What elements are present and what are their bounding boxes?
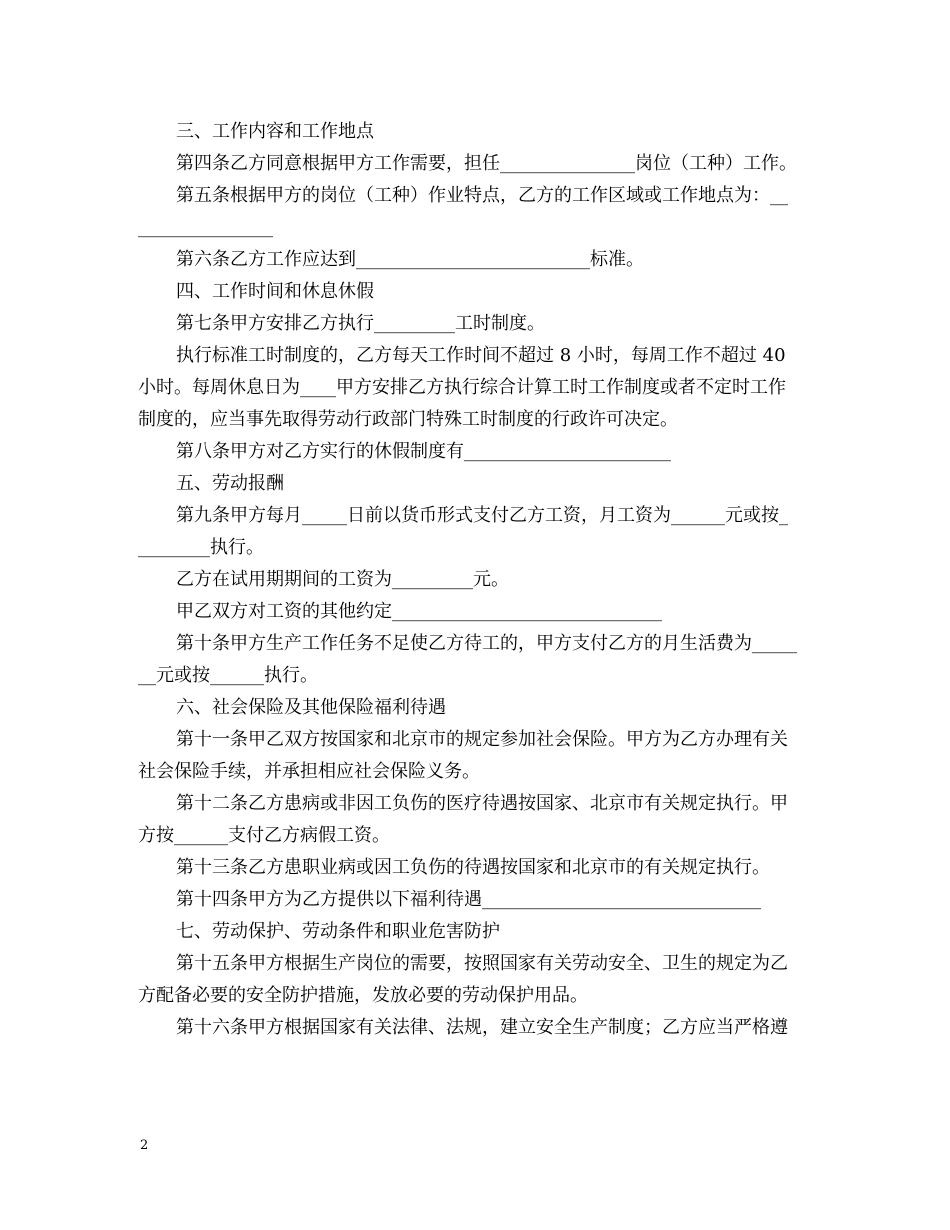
paragraph-p10 [138,500,814,564]
paragraph-line: 第十一条甲乙双方按国家和北京市的规定参加社会保险。甲方为乙方办理有关 [176,729,788,750]
paragraph-line: ________执行。 [138,537,264,558]
paragraph-p1 [138,116,814,148]
document-body [138,116,814,1044]
paragraph-p8 [138,436,814,468]
paragraph-p14 [138,692,814,724]
paragraph-p17 [138,852,814,884]
paragraph-line: 第十条甲方生产工作任务不足使乙方待工的，甲方支付乙方的月生活费为_____ [176,633,797,654]
paragraph-p19 [138,916,814,948]
paragraph-p16 [138,788,814,852]
paragraph-line: 第九条甲方每月_____日前以货币形式支付乙方工资，月工资为______元或按_ [176,505,788,526]
paragraph-p13 [138,628,814,692]
paragraph-p3 [138,180,814,244]
paragraph-line: 小时。每周休息日为____甲方安排乙方执行综合计算工时工作制度或者不定时工作 [138,377,786,398]
paragraph-line: 第六条乙方工作应达到__________________________标准。 [176,249,644,270]
paragraph-p21 [138,1012,814,1044]
paragraph-line: 甲乙双方对工资的其他约定______________________________ [176,601,662,622]
paragraph-line: 第十二条乙方患病或非因工负伤的医疗待遇按国家、北京市有关规定执行。甲 [176,793,788,814]
paragraph-line: __元或按______执行。 [138,665,318,686]
paragraph-p15 [138,724,814,788]
paragraph-line: 第五条根据甲方的岗位（工种）作业特点，乙方的工作区域或工作地点为：__ [176,185,788,206]
paragraph-line: 三、工作内容和工作地点 [176,121,374,142]
paragraph-line: 第十三条乙方患职业病或因工负伤的待遇按国家和北京市的有关规定执行。 [176,857,770,878]
paragraph-p6 [138,308,814,340]
paragraph-p11 [138,564,814,596]
paragraph-p5 [138,276,814,308]
paragraph-line: 六、社会保险及其他保险福利待遇 [176,697,446,718]
paragraph-p4 [138,244,814,276]
paragraph-p2 [138,148,814,180]
paragraph-line: 制度的，应当事先取得劳动行政部门特殊工时制度的行政许可决定。 [138,409,678,430]
paragraph-line: 四、工作时间和休息休假 [176,281,374,302]
paragraph-p20 [138,948,814,1012]
paragraph-p12 [138,596,814,628]
paragraph-line: 方按______支付乙方病假工资。 [138,825,390,846]
paragraph-line: 乙方在试用期期间的工资为_________元。 [176,569,509,590]
paragraph-line: 第七条甲方安排乙方执行_________工时制度。 [176,313,545,334]
page-number: 2 [140,1138,149,1153]
paragraph-line: 第八条甲方对乙方实行的休假制度有_______________________ [176,441,671,462]
paragraph-p18 [138,884,814,916]
paragraph-line: 社会保险手续，并承担相应社会保险义务。 [138,761,480,782]
paragraph-line: _______________ [138,217,273,238]
paragraph-line: 第十四条甲方为乙方提供以下福利待遇_______________________________ [176,889,761,910]
paragraph-line: 第四条乙方同意根据甲方工作需要，担任_______________岗位（工种）工作。 [176,153,797,174]
paragraph-line: 第十六条甲方根据国家有关法律、法规，建立安全生产制度；乙方应当严格遵 [176,1017,788,1038]
paragraph-p9 [138,468,814,500]
paragraph-line: 第十五条甲方根据生产岗位的需要，按照国家有关劳动安全、卫生的规定为乙 [176,953,788,974]
paragraph-line: 五、劳动报酬 [176,473,284,494]
paragraph-line: 方配备必要的安全防护措施，发放必要的劳动保护用品。 [138,985,588,1006]
paragraph-p7 [138,340,814,436]
paragraph-line: 执行标准工时制度的，乙方每天工作时间不超过 8 小时，每周工作不超过 40 [176,345,786,366]
paragraph-line: 七、劳动保护、劳动条件和职业危害防护 [176,921,500,942]
